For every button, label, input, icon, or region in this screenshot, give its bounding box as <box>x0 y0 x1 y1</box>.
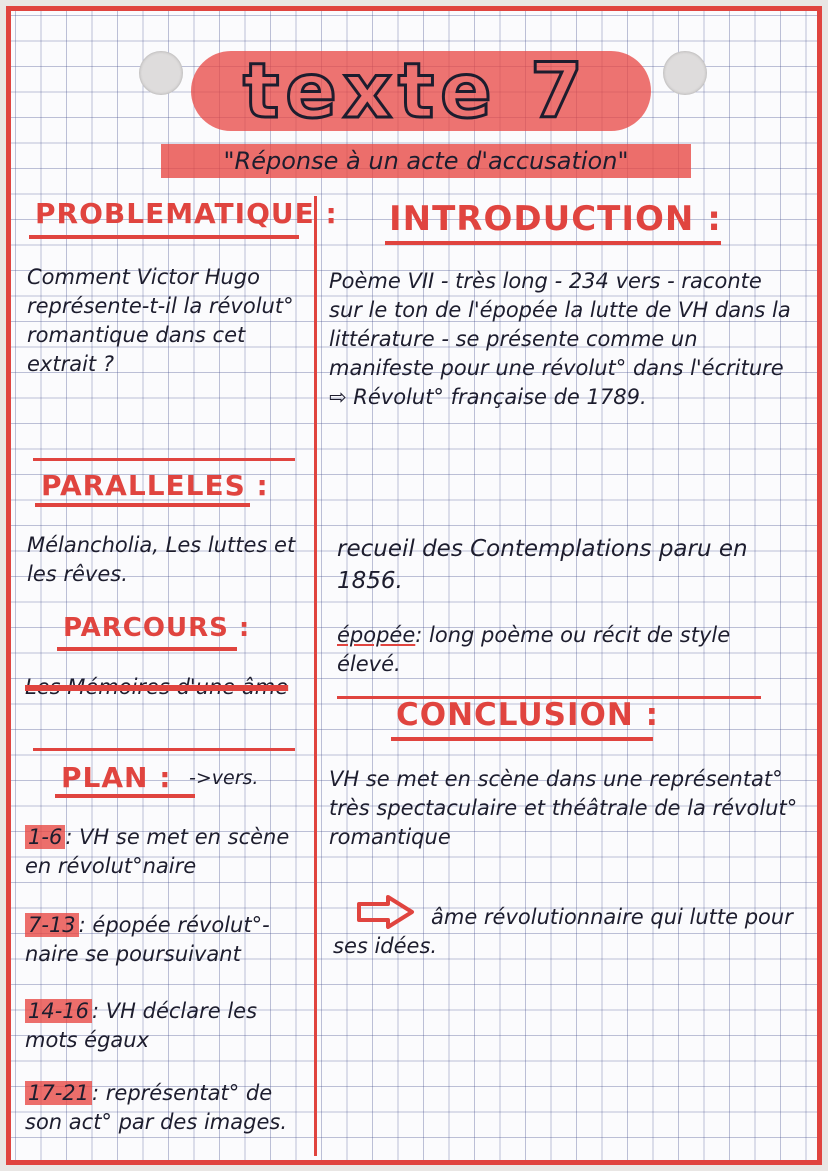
divider-plan <box>33 748 295 751</box>
epopee-definition <box>337 621 792 679</box>
introduction-text: Poème VII - très long - 234 vers - raconte sur le ton de l'épopée la lutte de VH dans la littérature - se présente comme un manifeste pour une révolut° dans l'écriture ⇨ Révolut° française de 1789. <box>329 269 791 409</box>
plan-item-4-range: 17-21 <box>25 1081 92 1105</box>
plan-underline <box>55 794 195 798</box>
plan-item-3-range: 14-16 <box>25 999 92 1023</box>
epopee-text: : long poème ou récit de style élevé. <box>337 623 731 676</box>
divider-paralleles <box>33 458 295 461</box>
plan-item-1-text: : VH se met en scène en révolut°naire <box>25 825 290 878</box>
plan-item-3-text: : VH déclare les mots égaux <box>25 999 258 1052</box>
parcours-text: Les Mémoires d'une âme <box>25 675 289 699</box>
epopee-term: épopée <box>337 623 416 647</box>
conclusion-result: âme révolutionnaire qui lutte pour ses idées. <box>333 905 793 958</box>
conclusion-underline <box>391 737 653 741</box>
conclusion-text: VH se met en scène dans une représentat° très spectaculaire et théâtrale de la révolut° romantique <box>329 767 798 849</box>
plan-item-4 <box>25 1079 310 1137</box>
introduction-underline <box>385 241 721 245</box>
problematique-text: Comment Victor Hugo représente-t-il la révolut° romantique dans cet extrait ? <box>27 265 294 376</box>
problematique-underline <box>29 235 299 239</box>
plan-item-4-text: : représentat° de son act° par des images. <box>25 1081 287 1134</box>
page-title: texte 7 <box>242 46 590 135</box>
notebook-page <box>6 6 822 1165</box>
punch-hole-left <box>139 51 183 95</box>
conclusion-heading: CONCLUSION : <box>396 697 659 733</box>
plan-heading: PLAN : <box>61 761 172 794</box>
column-divider <box>314 196 317 1156</box>
plan-item-1-range: 1-6 <box>25 825 65 849</box>
plan-item-2 <box>25 911 305 969</box>
problematique-heading: PROBLEMATIQUE : <box>35 197 338 230</box>
plan-item-1 <box>25 823 305 881</box>
paralleles-text: Mélancholia, Les luttes et les rêves. <box>27 533 296 586</box>
plan-item-2-text: : épopée révolut°-naire se poursuivant <box>25 913 270 966</box>
page-subtitle: "Réponse à un acte d'accusation" <box>161 144 691 178</box>
paralleles-underline <box>35 503 250 507</box>
introduction-heading: INTRODUCTION : <box>389 199 722 239</box>
recueil-text: recueil des Contemplations paru en 1856. <box>337 536 748 594</box>
plan-item-3 <box>25 997 305 1055</box>
plan-suffix: ->vers. <box>189 767 259 789</box>
plan-item-2-range: 7-13 <box>25 913 79 937</box>
parcours-underline <box>57 647 237 651</box>
punch-hole-right <box>663 51 707 95</box>
paralleles-heading: PARALLELES : <box>41 469 269 502</box>
parcours-heading: PARCOURS : <box>63 613 251 643</box>
